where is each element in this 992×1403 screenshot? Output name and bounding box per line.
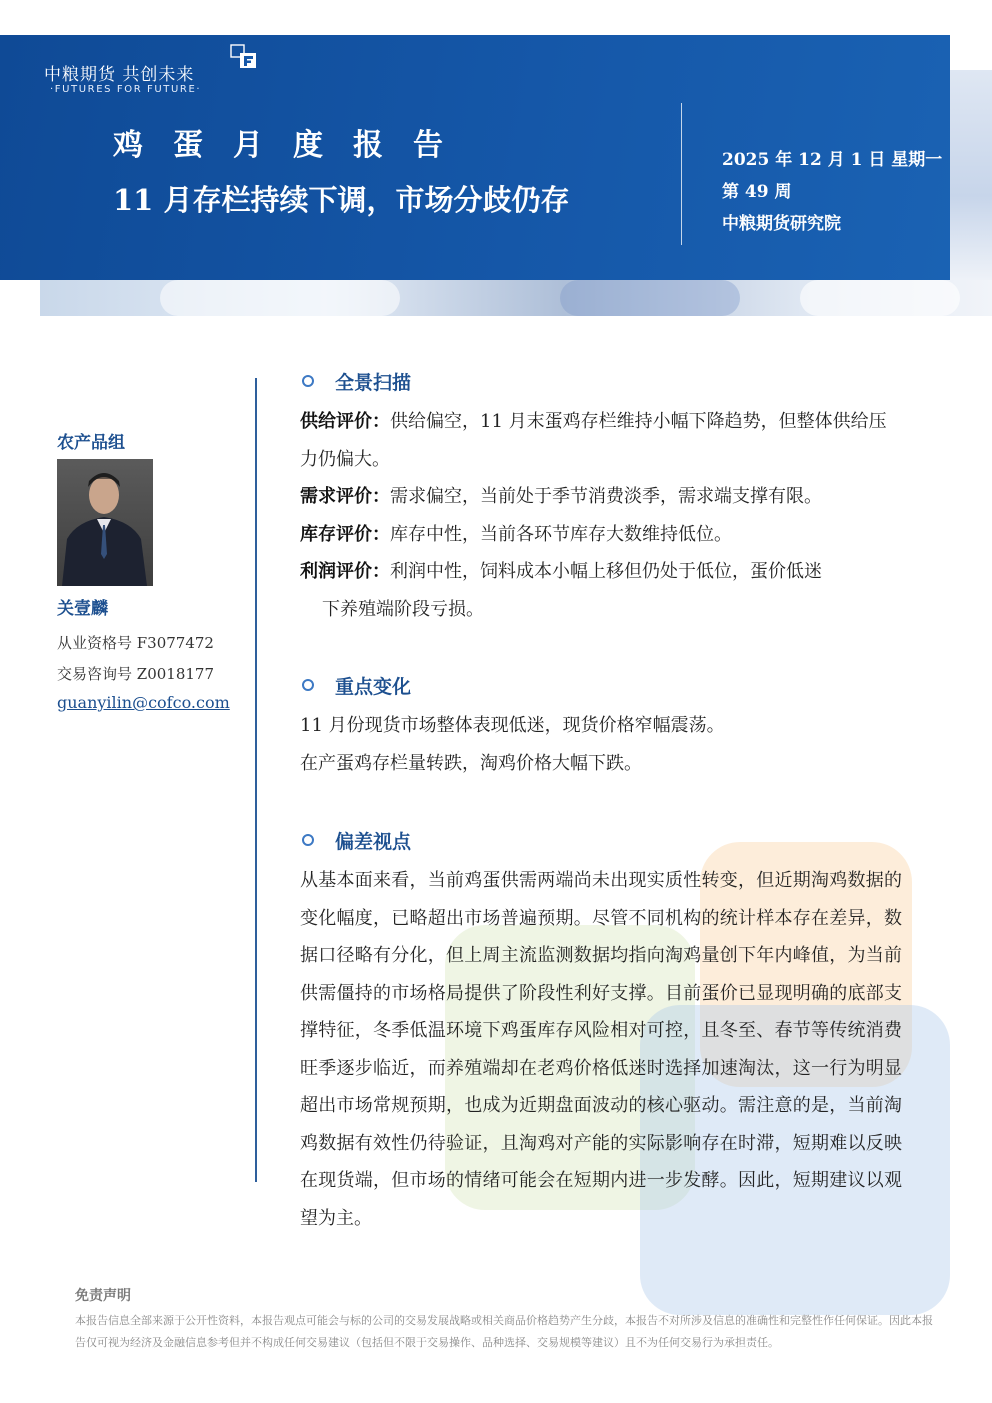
author-license: 从业资格号 F3077472: [57, 634, 214, 652]
profit-evaluation: [300, 553, 902, 591]
section-changes-body: [300, 707, 902, 782]
section-bullet-icon: [302, 375, 314, 387]
section-view-title: 偏差视点: [335, 831, 412, 853]
inventory-evaluation: [300, 516, 902, 554]
disclaimer-text: 本报告信息全部来源于公开性资料，本报告观点可能会与标的公司的交易发展战略或相关商品价格趋势产生分歧，本报告不对所涉及信息的准确性和完整性作任何保证。因此本报告仅可视为经济及金融信息参考但并不构成任何交易建议（包括但不限于交易操作、品种选择、交易规模等建议）且不为任何交易行为承担责任。: [75, 1314, 933, 1349]
company-logo-icon: [230, 44, 258, 70]
demand-label: 需求评价：: [300, 486, 390, 507]
demand-evaluation: [300, 478, 902, 516]
author-advisory-number: 交易咨询号 Z0018177: [57, 665, 214, 683]
inventory-text: 库存中性，当前各环节库存大数维持低位。: [390, 523, 732, 545]
section-changes-title: 重点变化: [335, 676, 412, 698]
author-email-link[interactable]: guanyilin@cofco.com: [57, 693, 230, 712]
report-title: 鸡蛋月度报告: [113, 128, 473, 163]
section-overview-title: 全景扫描: [335, 372, 412, 394]
author-photo: [57, 459, 153, 586]
section-bullet-icon: [302, 834, 314, 846]
report-institute: 中粮期货研究院: [722, 214, 841, 234]
report-week: 第 49 周: [722, 182, 792, 202]
section-view-body: 从基本面来看，当前鸡蛋供需两端尚未出现实质性转变，但近期淘鸡数据的变化幅度，已略超出市场普遍预期。尽管不同机构的统计样本存在差异，数据口径略有分化，但上周主流监测数据均指向淘鸡量创下年内峰值，为当前供需僵持的市场格局提供了阶段性利好支撑。目前蛋价已显现明确的底部支撑特征，冬季低温环境下鸡蛋库存风险相对可控，且冬至、春节等传统消费旺季逐步临近，而养殖端却在老鸡价格低迷时选择加速淘汰，这一行为明显超出市场常规预期，也成为近期盘面波动的核心驱动。需注意的是，当前淘鸡数据有效性仍待验证，且淘鸡对产能的实际影响存在时滞，短期难以反映在现货端，但市场的情绪可能会在短期内进一步发酵。因此，短期建议以观望为主。: [300, 870, 902, 1229]
report-date: 2025 年 12 月 1 日 星期一: [722, 150, 943, 170]
company-logo-slogan: ·FUTURES FOR FUTURE·: [50, 84, 202, 95]
banner-image-strip: [40, 280, 992, 316]
supply-label: 供给评价：: [300, 411, 390, 432]
report-subtitle: 11 月存栏持续下调，市场分歧仍存: [113, 183, 570, 217]
supply-evaluation: [300, 403, 902, 478]
section-bullet-icon: [302, 679, 314, 691]
header-divider: [681, 103, 682, 245]
company-logo-text: 中粮期货 共创未来: [44, 65, 195, 85]
author-name: 关壹麟: [57, 599, 108, 619]
disclaimer-title: 免责声明: [75, 1288, 131, 1304]
team-name: 农产品组: [57, 433, 125, 453]
supply-text: 供给偏空，11 月末蛋鸡存栏维持小幅下降趋势，但整体供给压力仍偏大。: [300, 411, 887, 470]
change-line-2: 在产蛋鸡存栏量转跌，淘鸡价格大幅下跌。: [300, 752, 642, 774]
profit-text-line1: 利润中性，饲料成本小幅上移但仍处于低位，蛋价低迷: [390, 561, 822, 582]
inventory-label: 库存评价：: [300, 523, 390, 545]
banner-edge-decoration: [950, 70, 992, 280]
change-line-1: 11 月份现货市场整体表现低迷，现货价格窄幅震荡。: [300, 715, 725, 736]
profit-evaluation-continued: 下养殖端阶段亏损。: [322, 598, 484, 620]
profit-label: 利润评价：: [300, 561, 390, 582]
column-divider: [255, 378, 257, 1182]
demand-text: 需求偏空，当前处于季节消费淡季，需求端支撑有限。: [390, 486, 822, 507]
section-overview-body: [300, 403, 902, 628]
author-silhouette-icon: [57, 459, 153, 586]
